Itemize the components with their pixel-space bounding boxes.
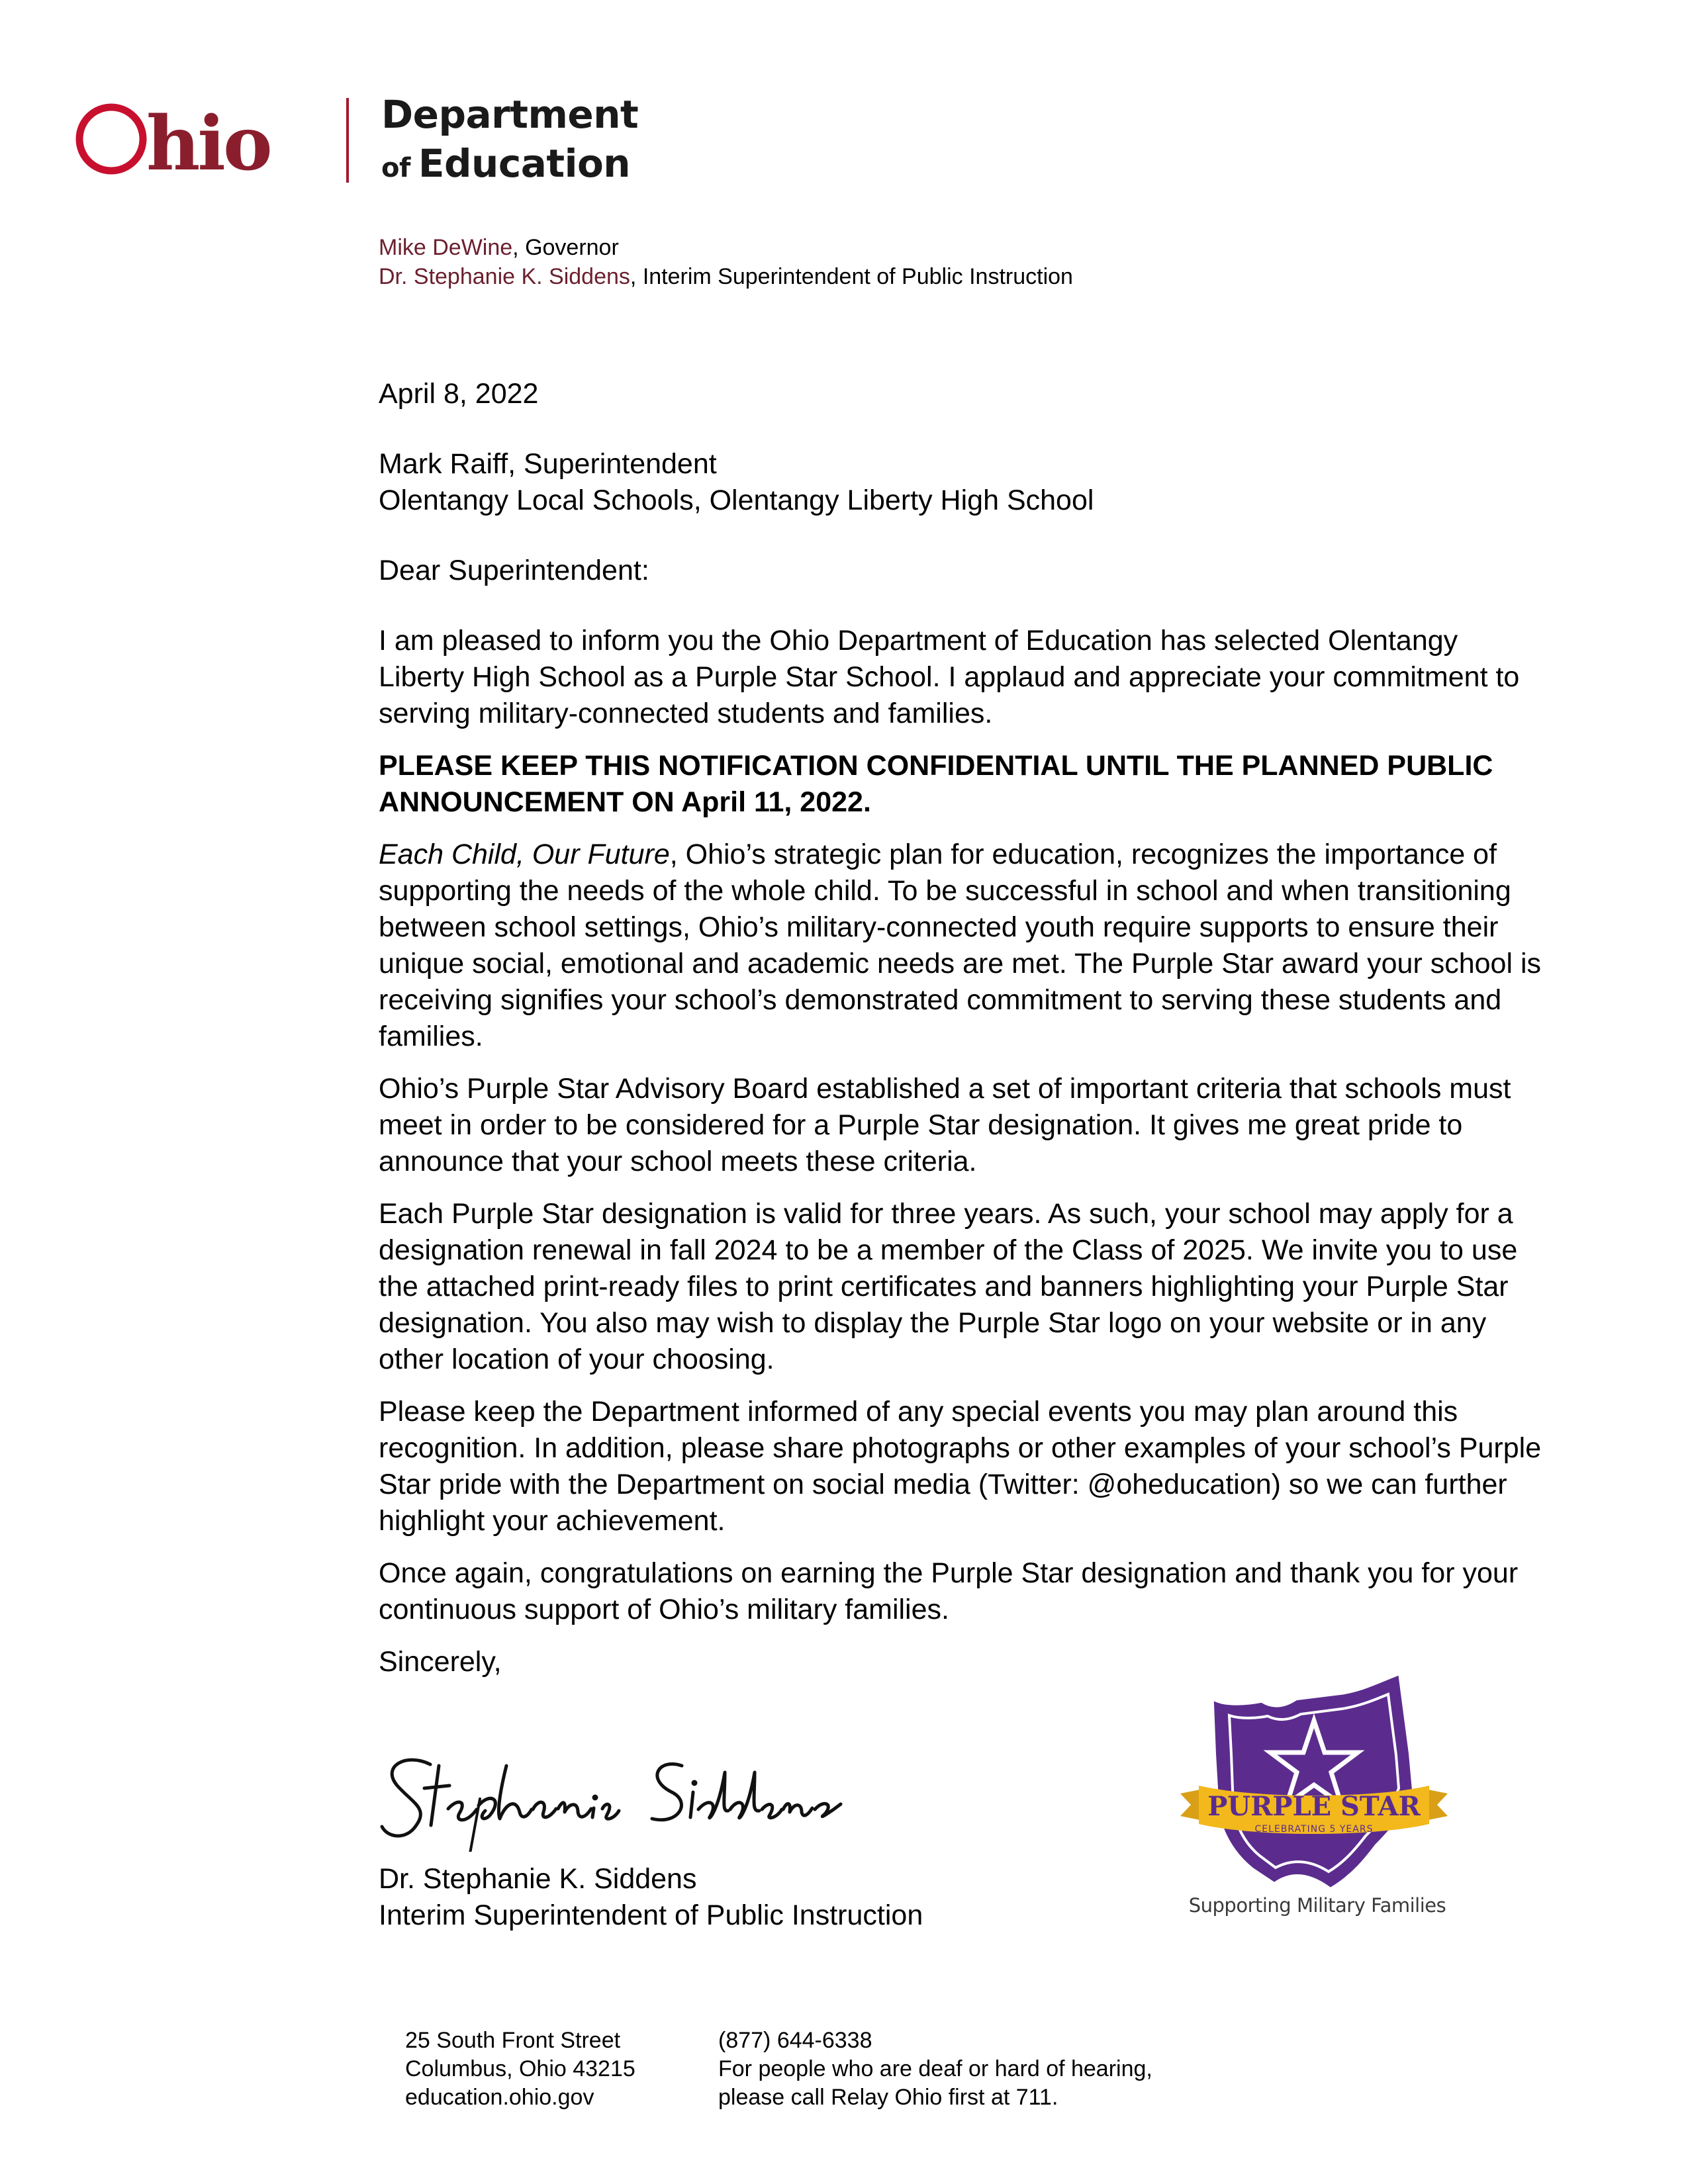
purple-star-banner-text: PURPLE STAR (1207, 1791, 1421, 1822)
footer-street: 25 South Front Street (405, 2028, 621, 2053)
paragraph-3: Ohio’s Purple Star Advisory Board established a set of important criteria that schools must meet in order to be considered for a Purple Star designation. It gives me great pride to announce that your school meets these criteria. (379, 1073, 1511, 1177)
recipient-line1: Mark Raiff, Superintendent (379, 448, 717, 480)
recipient-address (379, 446, 1544, 519)
purple-star-subtext: CELEBRATING 5 YEARS (1254, 1824, 1374, 1835)
department-title-line1: Department (381, 92, 639, 137)
footer-city: Columbus, Ohio 43215 (405, 2056, 635, 2081)
footer-relay-line1: For people who are deaf or hard of hearing, (718, 2056, 1152, 2081)
paragraph-2 (379, 837, 1544, 1055)
governor-title: , Governor (512, 235, 619, 260)
superintendent-title: , Interim Superintendent of Public Instruction (630, 264, 1073, 289)
confidential-notice: PLEASE KEEP THIS NOTIFICATION CONFIDENTIAL UNTIL THE PLANNED PUBLIC ANNOUNCEMENT ON April 11, 2022. (379, 750, 1493, 818)
department-education-word: Education (418, 141, 631, 186)
footer-website: education.ohio.gov (405, 2085, 594, 2110)
department-title-line2 (381, 140, 630, 191)
ohio-state-shape-icon (1216, 1678, 1410, 1885)
officials-block (379, 233, 1073, 291)
superintendent-name: Dr. Stephanie K. Siddens (379, 264, 630, 289)
closing: Sincerely, (379, 1646, 502, 1678)
paragraph-1: I am pleased to inform you the Ohio Department of Education has selected Olentangy Liberty High School as a Purple Star School. I applaud and appreciate your commitment to serving military-connected students and families. (379, 625, 1520, 729)
signer-title: Interim Superintendent of Public Instruction (379, 1899, 923, 1931)
official-governor (379, 233, 1073, 262)
paragraph-5: Please keep the Department informed of any special events you may plan around this recognition. In addition, please share photographs or other examples of your school’s Purple Star pride with the Department on social media (Twitter: @oheducation) so we can further highlight your achievement. (379, 1396, 1542, 1537)
signer-name: Dr. Stephanie K. Siddens (379, 1863, 697, 1895)
paragraph-2-text: , Ohio’s strategic plan for education, recognizes the importance of supporting the needs of the whole child. To be successful in school and when transitioning between school settings, Ohio’s military-connected youth require supports to ensure their unique social, emotional and academic needs are met. The Purple Star award your school is receiving signifies your school’s demonstrated commitment to serving these students and families. (379, 839, 1542, 1052)
logo-divider (346, 98, 349, 183)
letter-date: April 8, 2022 (379, 378, 539, 410)
handwritten-signature (367, 1746, 844, 1852)
purple-star-logo (1175, 1674, 1453, 1893)
governor-name: Mike DeWine (379, 235, 513, 260)
letter-body (379, 376, 1544, 1680)
department-of-word: of (381, 153, 410, 183)
official-superintendent (379, 262, 1073, 291)
strategic-plan-title: Each Child, Our Future (379, 839, 670, 870)
paragraph-4: Each Purple Star designation is valid for three years. As such, your school may apply for a designation renewal in fall 2024 to be a member of the Class of 2025. We invite you to use the attached print-ready files to print certificates and banners highlighting your Purple Star designation. You also may wish to display the Purple Star logo on your website or in any other location of your choosing. (379, 1198, 1518, 1375)
footer-address (405, 2026, 635, 2112)
paragraph-6: Once again, congratulations on earning the Purple Star designation and thank you for your continuous support of Ohio’s military families. (379, 1557, 1519, 1625)
ohio-logo (71, 93, 383, 192)
salutation: Dear Superintendent: (379, 555, 649, 586)
signer-block (379, 1861, 923, 1934)
purple-star-tagline: Supporting Military Families (1188, 1894, 1446, 1917)
recipient-line2: Olentangy Local Schools, Olentangy Liberty High School (379, 484, 1094, 516)
ohio-logo-wordmark: hio (146, 101, 270, 187)
footer-contact (718, 2026, 1152, 2112)
footer-phone: (877) 644-6338 (718, 2028, 872, 2053)
footer-relay-line2: please call Relay Ohio first at 711. (718, 2085, 1058, 2110)
